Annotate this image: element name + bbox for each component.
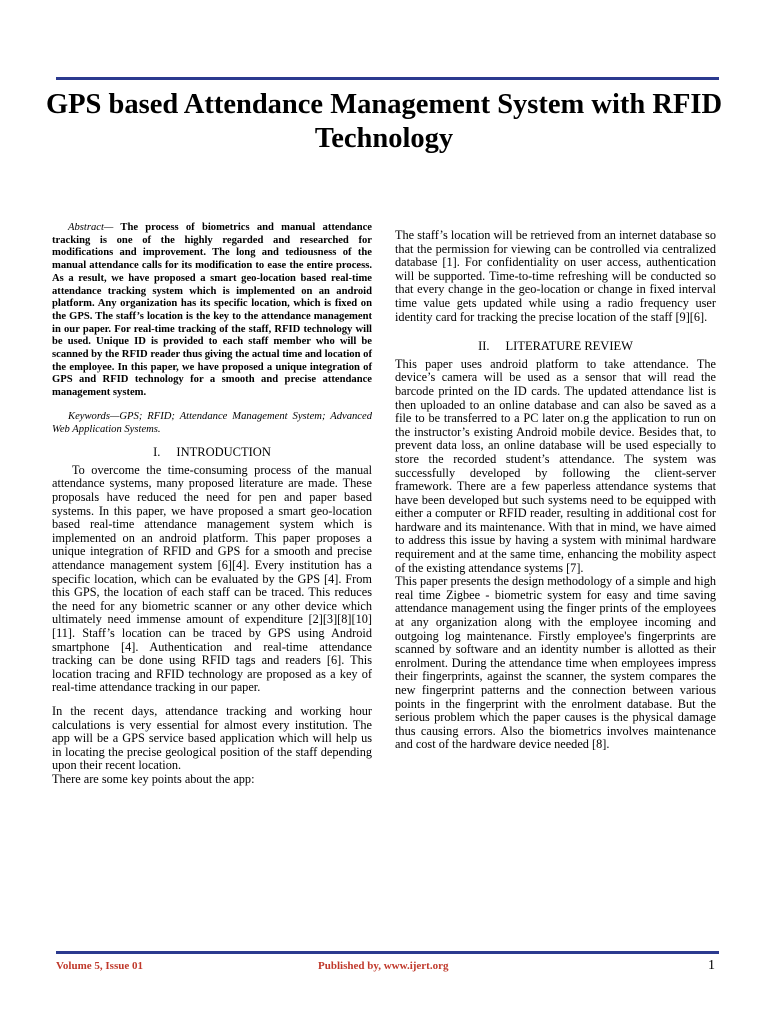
left-column <box>52 222 372 787</box>
section-heading-introduction <box>52 446 372 460</box>
abstract-label: Abstract— <box>68 222 114 233</box>
paragraph: There are some key points about the app: <box>52 771 255 786</box>
paragraph: In the recent days, attendance tracking and working hour calculations is very essential for almost every institution. The app will be a GPS service based application which will help us in locating the precise geological position of the staff depending upon their recent location. <box>52 703 372 773</box>
section-number: I. <box>153 445 161 460</box>
footer-publisher: Published by, www.ijert.org <box>318 960 449 972</box>
paragraph: To overcome the time-consuming process of the manual attendance systems, many proposed literature are made. These proposals have reduced the need for pen and paper based systems. In this paper, we have proposed a smart geo-location based real-time attendance management system which is implemented on an android platform. This paper proposes a unique integration of RFID and GPS for a smooth and precise attendance management system [6][4]. Every institution has a specific location, which can be evaluated by the GPS [4]. From this GPS, the location of each staff can be traced. This reduces the need for any biometric scanner or any other device which ultimately need immense amount of expenditure [2][3][8][10][11]. Staff’s location can be traced by GPS using Android smartphone [4]. Authentication and real-time attendance tracking can be done using RFID tags and readers [6]. This location tracing and RFID technology are proposed as a key of real-time attendance tracking in our paper. <box>52 462 372 695</box>
paragraph: This paper uses android platform to take attendance. The device’s camera will be used as a sensor that will read the barcode printed on the ID cards. The updated attendance list is then uploaded to an online database and can also be saved as a file to be transferred to a PC later on.g the application to run on the instructor’s existing Android mobile device. Besides that, to prevent data loss, an online database will be used especially to store the recorded student’s attendance. The system was successfully developed by following the client-server framework. There are a few paperless attendance systems that have been developed but such systems need to be equipped with either a computer or RFID reader, resulting in additional cost for hardware and its maintenance. With that in mind, we have aimed to address this issue by having a system with minimal hardware requirement and at the same time, enhancing the mobility aspect of the existing attendance systems [7]. <box>395 356 716 575</box>
keywords-text: GPS; RFID; Attendance Management System; Advanced Web Application Systems. <box>52 410 372 435</box>
bottom-rule <box>56 951 719 954</box>
paragraph: This paper presents the design methodology of a simple and high real time Zigbee - biometric system for easy and time saving attendance management using the finger prints of the employees at any organization along with the employee incoming and outgoing log maintenance. Firstly employee's fingerprints are scanned by software and an identity number is allotted as their enrolment. During the attendance time when employees impress their fingerprints, against the scanner, the system compares the new fingerprint patterns and the connection between various points in the fingerprint with the enrolment database. But the serious problem which the paper causes is the physical damage thus causing errors. Also the biometrics involves maintenance and cost of the hardware device needed [8]. <box>395 574 716 752</box>
right-column <box>395 229 716 752</box>
section-heading-literature-review <box>395 340 716 354</box>
keywords <box>52 411 372 436</box>
keywords-label: Keywords— <box>68 410 120 422</box>
footer-volume: Volume 5, Issue 01 <box>56 960 143 972</box>
paragraph: The staff’s location will be retrieved from an internet database so that the permission for viewing can be controlled via centralized database [1]. For confidentiality on user access, authentication will be supported. Time-to-time refreshing will be conducted so that every change in the geo-location or change in fixed interval time value gets updated while using a radio frequency user identity card for tracking the precise location of the staff [9][6]. <box>395 228 716 324</box>
page-number: 1 <box>708 958 715 973</box>
abstract-text: The process of biometrics and manual attendance tracking is one of the highly regarded and researched for modifications and improvement. The long and tediousness of the manual attendance calls for its modification to ease the entire process. As a result, we have proposed a smart geo-location based real-time attendance tracking system which is implemented on an android platform. Any organization has its specific location, which is fixed on the GPS. The staff’s location is the key to the attendance management in our paper. For real-time tracking of the staff, RFID technology will be used. Unique ID is provided to each staff member who will be scanned by the RFID reader thus giving the actual time and location of the employee. In this paper, we have proposed a unique integration of GPS and RFID technology for a smooth and precise attendance management system. <box>52 222 372 399</box>
section-title: LITERATURE REVIEW <box>505 339 633 354</box>
section-number: II. <box>478 339 490 354</box>
paper-title: GPS based Attendance Management System with RFID Technology <box>45 89 723 154</box>
section-title: INTRODUCTION <box>176 445 271 460</box>
top-rule <box>56 77 719 80</box>
abstract <box>52 222 372 400</box>
